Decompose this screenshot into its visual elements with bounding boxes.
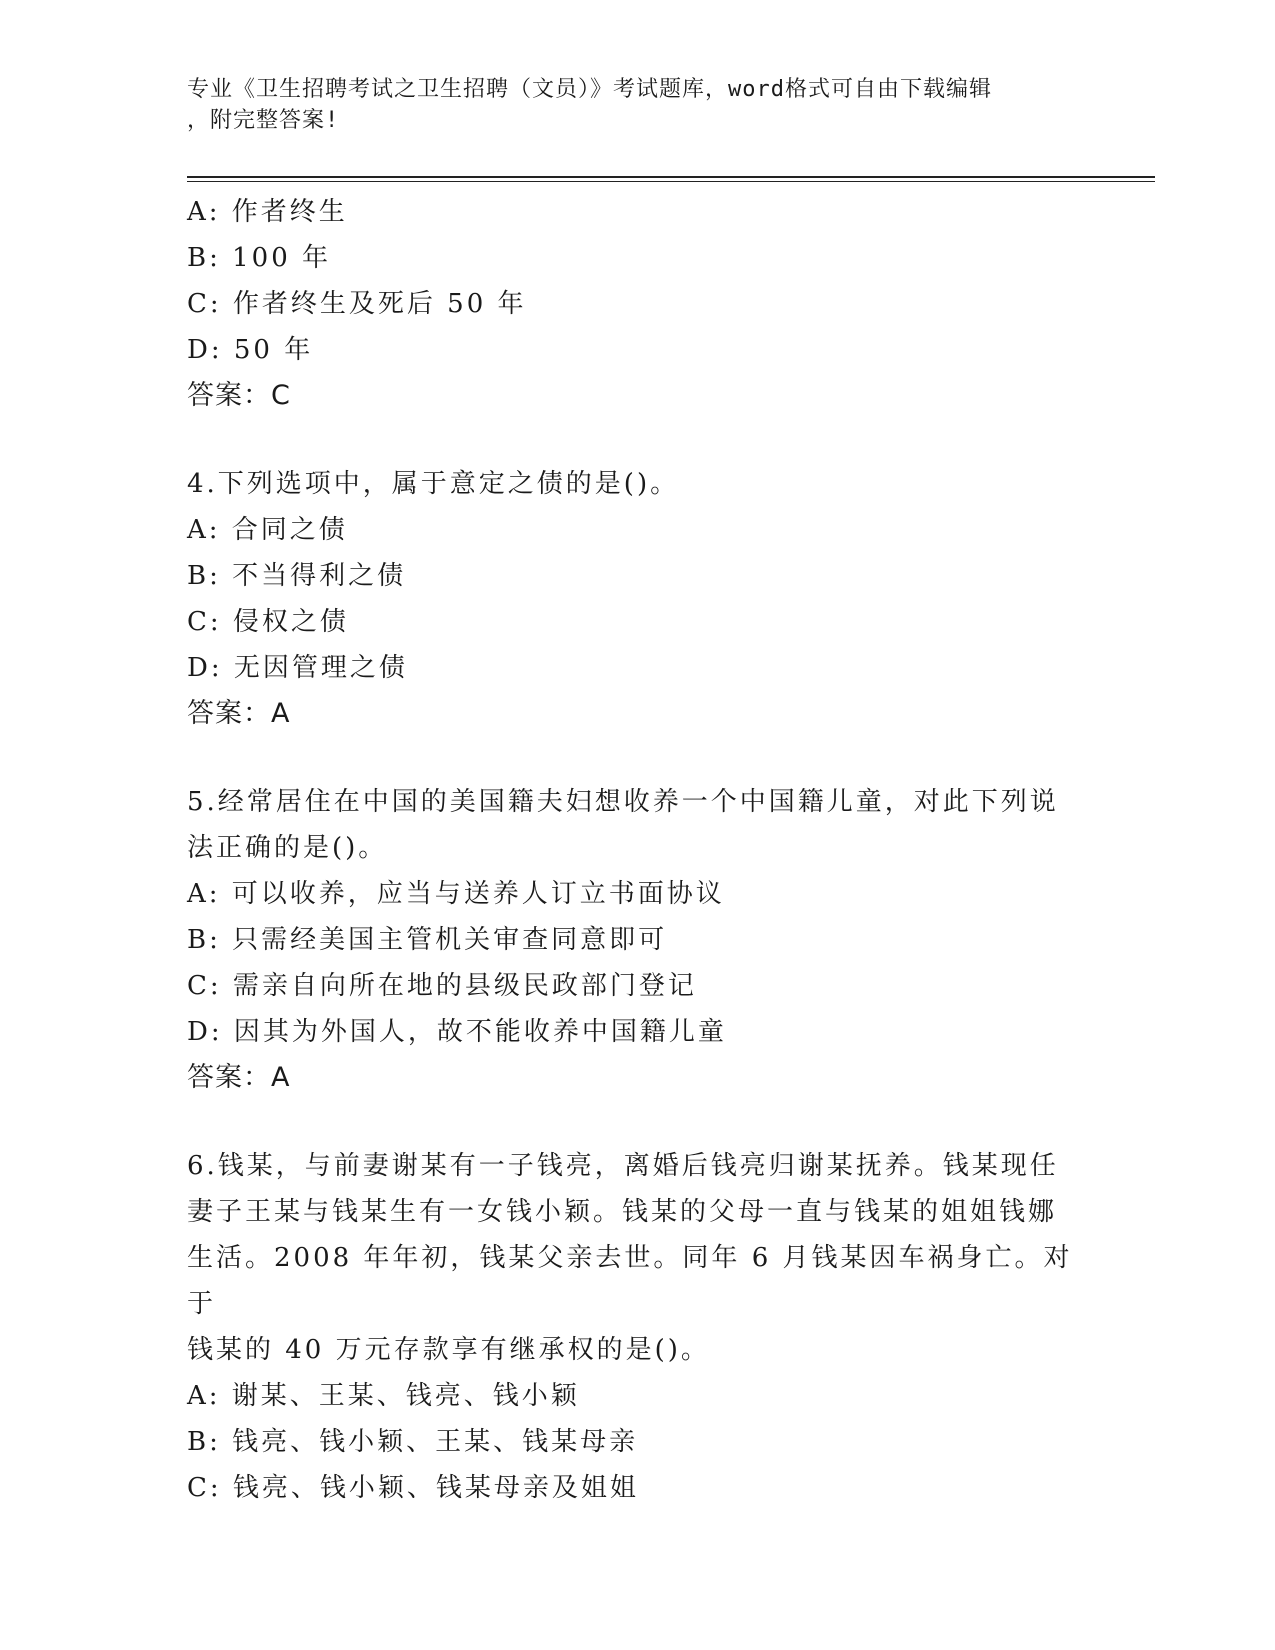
option-b: B: 只需经美国主管机关审查同意即可 (187, 925, 668, 955)
option-c: C: 钱亮、钱小颖、钱某母亲及姐姐 (187, 1473, 639, 1503)
header-line-2: ，附完整答案! (187, 108, 340, 133)
question-text: 5.经常居住在中国的美国籍夫妇想收养一个中国籍儿童，对此下列说 法正确的是()。 (187, 787, 1059, 863)
option-d: D: 因其为外国人，故不能收养中国籍儿童 (187, 1017, 727, 1047)
answer: 答案：A (187, 1062, 291, 1093)
question-6 (187, 1143, 1155, 1511)
header-rule-thick (187, 176, 1155, 178)
option-a: A: 合同之债 (187, 515, 348, 545)
option-d: D: 无因管理之债 (187, 653, 408, 683)
question-text: 4.下列选项中，属于意定之债的是()。 (187, 469, 680, 499)
question-text: 6.钱某，与前妻谢某有一子钱亮，离婚后钱亮归谢某抚养。钱某现任 妻子王某与钱某生有一女钱小颖。钱某的父母一直与钱某的姐姐钱娜 生活。2008 年年初，钱某父亲去世。同年 6 月钱某因车祸身亡。对于 钱某的 40 万元存款享有继承权的是()。 (187, 1151, 1073, 1365)
question-list (187, 189, 1155, 1511)
option-a: A: 作者终生 (187, 197, 348, 227)
header-line-1: 专业《卫生招聘考试之卫生招聘（文员）》考试题库，word格式可自由下载编辑 (187, 77, 992, 102)
option-c: C: 需亲自向所在地的县级民政部门登记 (187, 971, 697, 1001)
question-5 (187, 779, 1155, 1101)
option-a: A: 可以收养，应当与送养人订立书面协议 (187, 879, 725, 909)
option-b: B: 不当得利之债 (187, 561, 407, 591)
question-4 (187, 461, 1155, 737)
option-d: D: 50 年 (187, 335, 314, 365)
header-rule-thin (187, 181, 1155, 182)
question-3 (187, 189, 1155, 419)
option-b: B: 钱亮、钱小颖、王某、钱某母亲 (187, 1427, 639, 1457)
option-c: C: 作者终生及死后 50 年 (187, 289, 527, 319)
document-header (187, 74, 1087, 136)
option-b: B: 100 年 (187, 243, 332, 273)
answer: 答案：A (187, 698, 291, 729)
option-a: A: 谢某、王某、钱亮、钱小颖 (187, 1381, 580, 1411)
answer: 答案：C (187, 380, 291, 411)
option-c: C: 侵权之债 (187, 607, 349, 637)
